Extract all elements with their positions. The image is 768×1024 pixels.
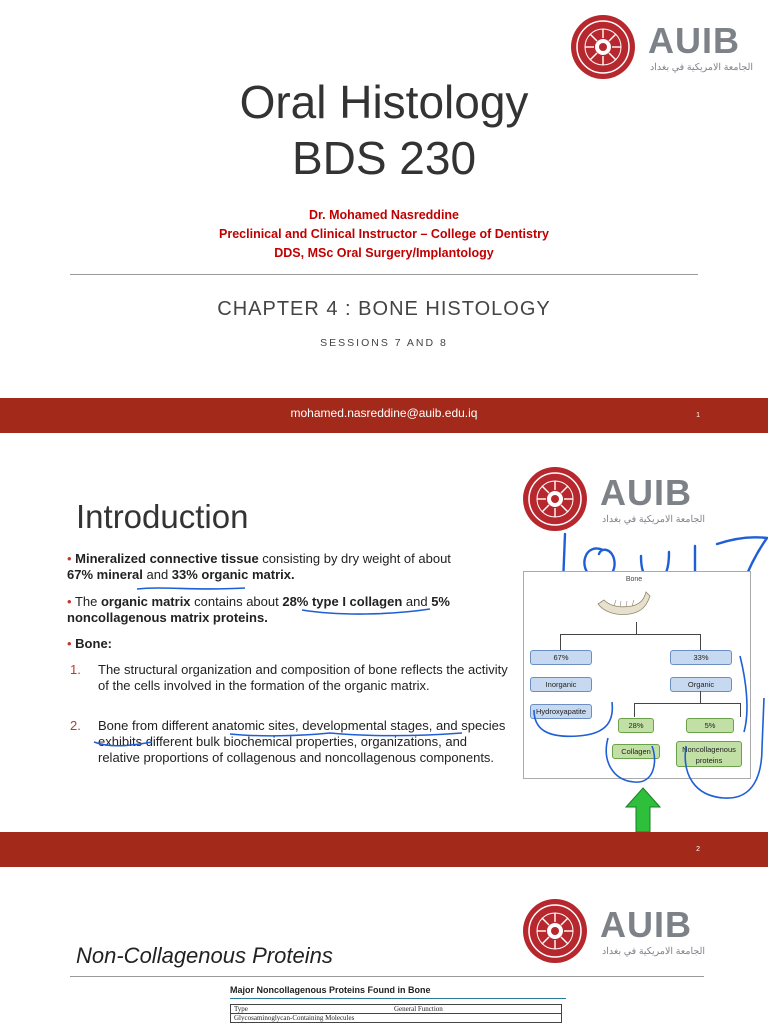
- pen-underline: [300, 606, 440, 618]
- pen-underline: [135, 584, 255, 594]
- diagram-noncollagenous: Noncollagenous proteins: [676, 741, 742, 767]
- page-number: 2: [696, 846, 700, 853]
- slide-footer: [0, 398, 768, 433]
- column-header-type: Type: [234, 1005, 248, 1013]
- diagram-collagen: Collagen: [612, 744, 660, 759]
- author-role: Preclinical and Clinical Instructor – College of Dentistry: [219, 227, 549, 241]
- diagram-5-percent: 5%: [686, 718, 734, 733]
- divider: [70, 976, 704, 977]
- bullet-mineralized: • Mineralized connective tissue consisting by dry weight of about 67% mineral and 33% organic matrix.: [67, 551, 451, 582]
- brand-name: AUIB: [600, 904, 692, 945]
- footer-email[interactable]: mohamed.nasreddine@auib.edu.iq: [290, 406, 478, 420]
- author-degrees: DDS, MSc Oral Surgery/Implantology: [274, 246, 494, 260]
- slide-footer: [0, 832, 768, 867]
- slide-title-line1: Oral Histology: [239, 76, 529, 128]
- chapter-heading: CHAPTER 4 : BONE HISTOLOGY: [217, 298, 551, 320]
- diagram-inorganic: Inorganic: [530, 677, 592, 692]
- proteins-table: [230, 1004, 562, 1023]
- mandible-icon: [594, 586, 654, 620]
- brand-arabic: الجامعة الامريكية في بغداد: [602, 946, 706, 957]
- numbered-item-2: 2. Bone from different anatomic sites, developmental stages, and species exhibits different bulk biochemical properties, organizations, and relative proportions of collagenous and noncollagenous components.: [70, 718, 506, 765]
- brand-arabic: الجامعة الامريكية في بغداد: [650, 62, 754, 73]
- table-row: [231, 1013, 561, 1022]
- table-header-row: [231, 1005, 561, 1013]
- bullet-organic-matrix: • The organic matrix contains about 28% type I collagen and 5% noncollagenous matrix proteins.: [67, 594, 450, 625]
- numbered-item-1: 1. The structural organization and composition of bone reflects the activity of the cells involved in the formation of the organic matrix.: [70, 662, 508, 693]
- slide-title: Introduction: [76, 498, 249, 535]
- sessions-subtitle: SESSIONS 7 AND 8: [320, 337, 448, 349]
- pen-annotation-marks: [518, 650, 768, 800]
- bullet-bone: • Bone:: [67, 636, 113, 651]
- diagram-root-label: Bone: [625, 576, 643, 583]
- diagram-67-percent: 67%: [530, 650, 592, 665]
- divider: [70, 274, 698, 275]
- table-cell: Glycosaminoglycan-Containing Molecules: [234, 1014, 355, 1022]
- diagram-28-percent: 28%: [618, 718, 654, 733]
- tree-line: [700, 634, 701, 650]
- green-up-arrow-icon: [625, 787, 661, 833]
- diagram-organic: Organic: [670, 677, 732, 692]
- column-header-function: General Function: [394, 1005, 443, 1013]
- pen-underline-marks: [90, 728, 470, 758]
- brand-name: AUIB: [648, 20, 740, 61]
- table-title-rule: [230, 998, 566, 999]
- brand-arabic: الجامعة الامريكية في بغداد: [602, 514, 706, 525]
- diagram-33-percent: 33%: [670, 650, 732, 665]
- tree-line: [560, 634, 700, 635]
- university-seal-icon: [522, 898, 588, 964]
- slide-1: [0, 0, 768, 433]
- auib-logo: [522, 898, 712, 968]
- table-title: Major Noncollagenous Proteins Found in Bone: [230, 985, 431, 995]
- slide-title: Non-Collagenous Proteins: [76, 943, 333, 968]
- tree-line: [636, 622, 637, 634]
- brand-name: AUIB: [600, 472, 692, 513]
- author-name: Dr. Mohamed Nasreddine: [308, 208, 460, 222]
- university-seal-icon: [570, 14, 636, 80]
- page-number: 1: [696, 412, 700, 419]
- slide-title-line2: BDS 230: [291, 132, 477, 184]
- diagram-hydroxyapatite: Hydroxyapatite: [530, 704, 592, 719]
- tree-line: [560, 634, 561, 650]
